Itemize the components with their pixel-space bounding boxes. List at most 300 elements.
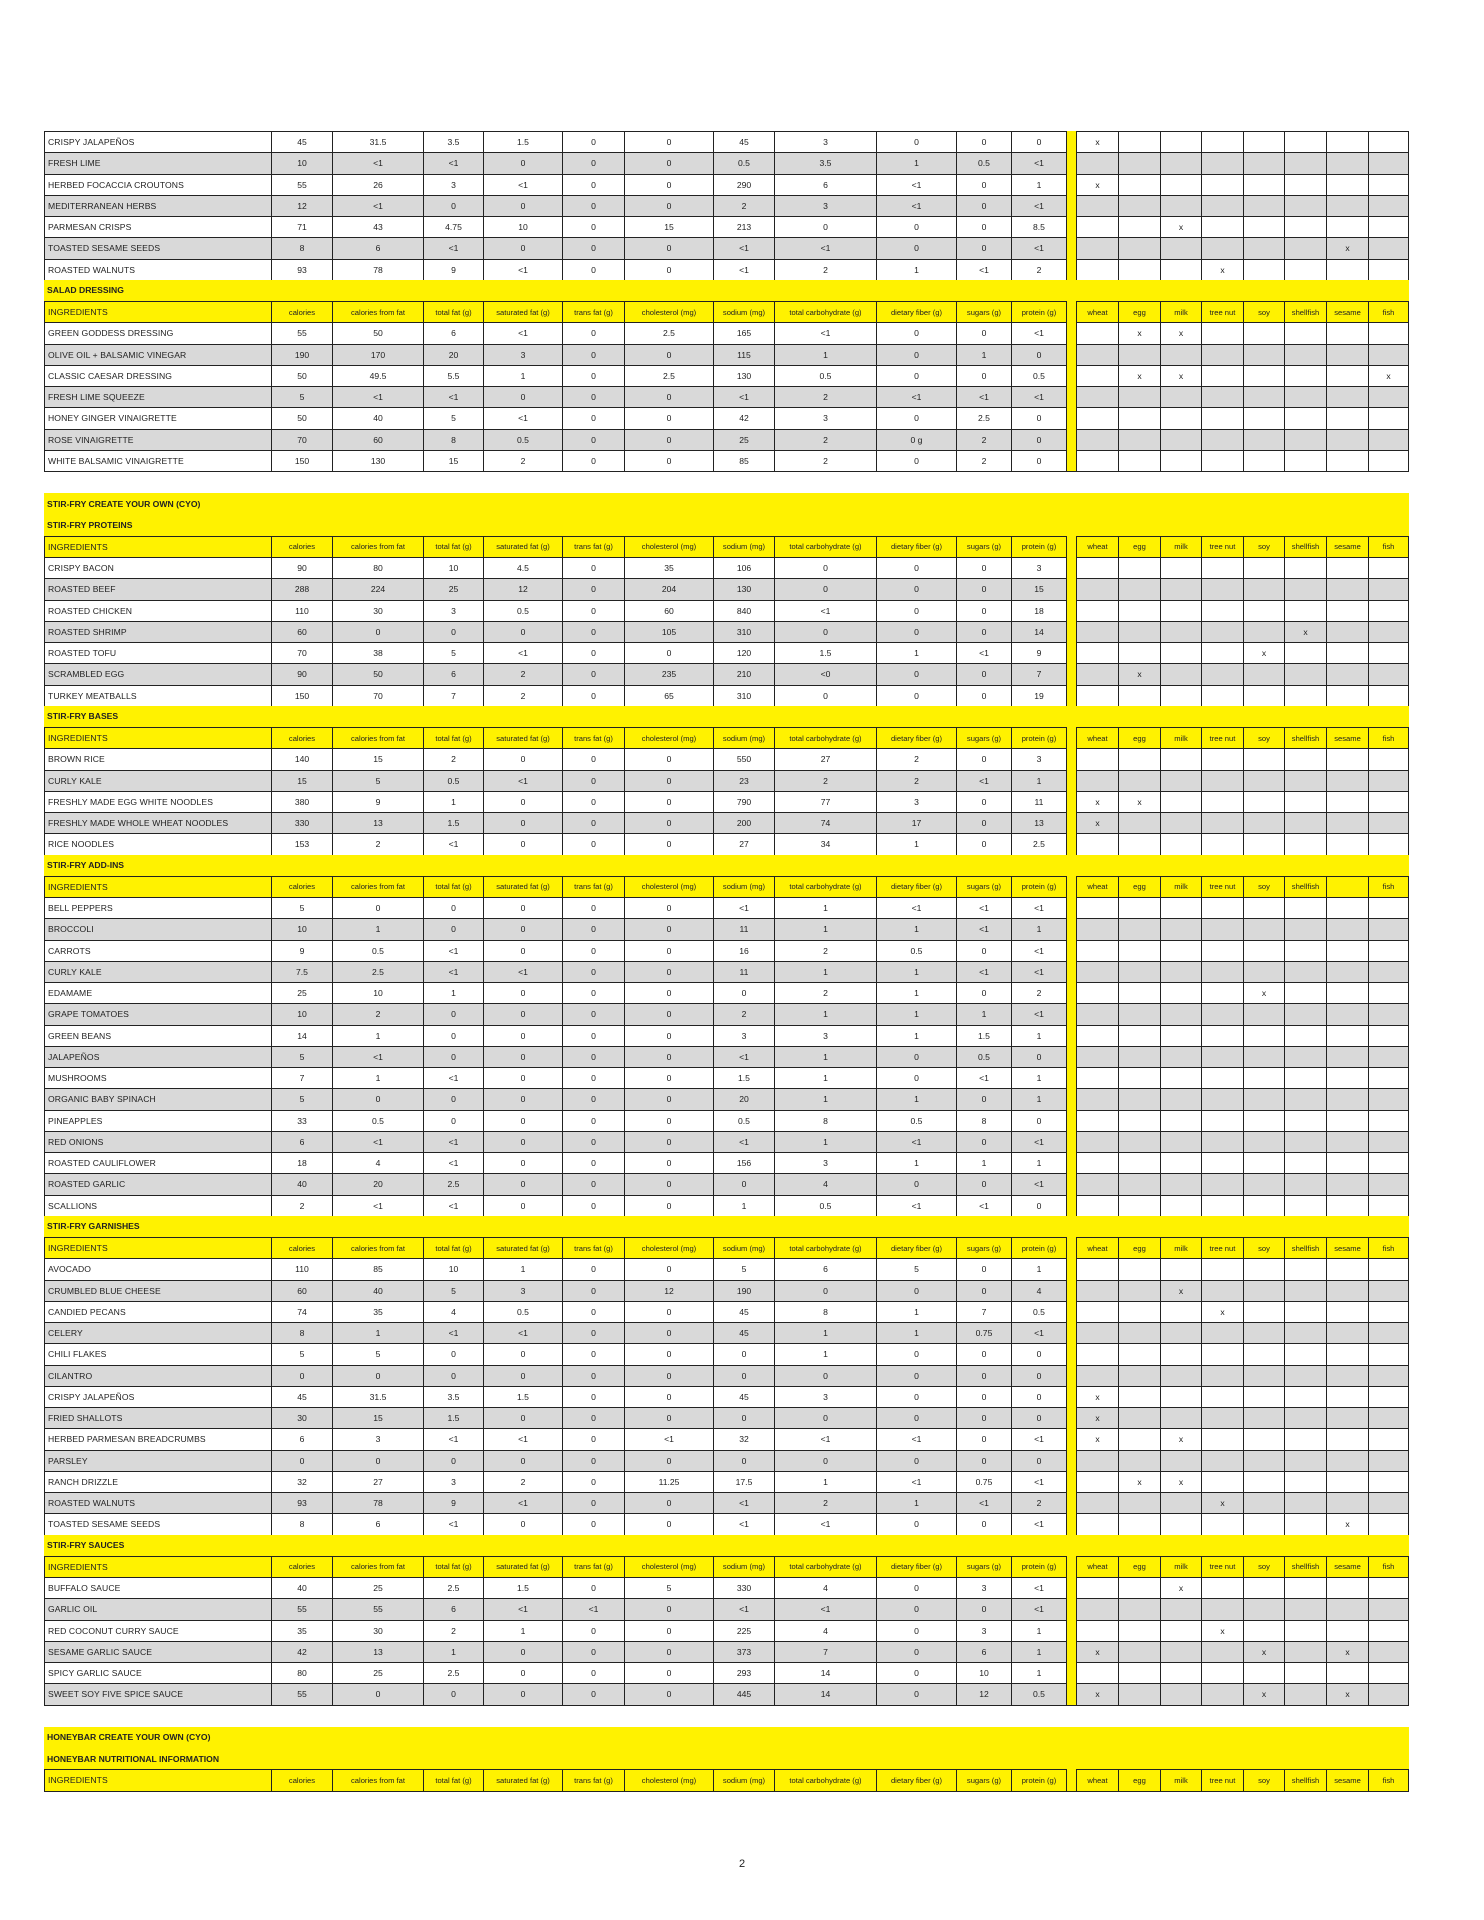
nutrient-value: 4.5: [483, 557, 562, 578]
allergen-mark: [1160, 621, 1201, 642]
allergen-mark: [1368, 642, 1409, 663]
allergen-mark: [1160, 770, 1201, 791]
nutrient-value: 5: [332, 1343, 423, 1364]
column-header: protein (g): [1011, 301, 1067, 322]
nutrient-value: 32: [271, 1471, 332, 1492]
allergen-column-header: fish: [1368, 536, 1409, 557]
nutrient-value: 4: [1011, 1280, 1067, 1301]
table-row: [44, 1577, 1409, 1598]
allergen-mark: [1284, 1471, 1326, 1492]
allergen-mark: [1201, 365, 1243, 386]
table-row: [44, 812, 1409, 833]
allergen-mark: [1118, 131, 1160, 152]
allergen-mark: [1160, 1067, 1201, 1088]
allergen-mark: [1076, 259, 1118, 280]
allergen-mark: [1326, 1046, 1368, 1067]
nutrient-value: 0: [956, 982, 1011, 1003]
nutrient-value: 5: [624, 1577, 713, 1598]
allergen-mark: [1243, 1492, 1284, 1513]
nutrient-value: <1: [332, 195, 423, 216]
allergen-mark: [1076, 344, 1118, 365]
nutrient-value: <1: [1011, 152, 1067, 173]
table-row: [44, 897, 1409, 918]
column-header: cholesterol (mg): [624, 876, 713, 897]
nutrient-value: 85: [332, 1258, 423, 1279]
nutrient-value: 0: [624, 642, 713, 663]
nutrient-value: <1: [876, 174, 956, 195]
allergen-mark: [1076, 621, 1118, 642]
column-header: dietary fiber (g): [876, 727, 956, 748]
nutrient-value: 2.5: [624, 365, 713, 386]
nutrient-value: 45: [713, 131, 774, 152]
row-spacer: [1067, 152, 1076, 173]
allergen-mark: x: [1076, 1386, 1118, 1407]
allergen-mark: [1326, 1365, 1368, 1386]
allergen-mark: [1326, 557, 1368, 578]
allergen-mark: [1201, 131, 1243, 152]
allergen-mark: [1368, 663, 1409, 684]
nutrient-value: <1: [713, 1046, 774, 1067]
allergen-mark: [1201, 237, 1243, 258]
allergen-mark: [1326, 642, 1368, 663]
allergen-mark: [1284, 259, 1326, 280]
nutrient-value: 25: [713, 429, 774, 450]
ingredient-name: EDAMAME: [44, 982, 271, 1003]
ingredient-name: BROWN RICE: [44, 748, 271, 769]
ingredient-name: CRISPY JALAPEÑOS: [44, 131, 271, 152]
allergen-mark: [1201, 1258, 1243, 1279]
nutrient-value: 150: [271, 685, 332, 706]
nutrient-value: 1.5: [956, 1025, 1011, 1046]
nutrient-value: 0.75: [956, 1471, 1011, 1492]
allergen-mark: [1243, 1428, 1284, 1449]
allergen-mark: [1284, 131, 1326, 152]
nutrient-value: 0: [876, 557, 956, 578]
column-header: saturated fat (g): [483, 301, 562, 322]
nutrient-value: 0: [423, 1683, 483, 1704]
table-row: [44, 1301, 1409, 1322]
column-header: cholesterol (mg): [624, 536, 713, 557]
nutrient-value: 0: [624, 131, 713, 152]
nutrient-value: 11: [713, 961, 774, 982]
nutrient-value: <1: [332, 1131, 423, 1152]
nutrient-value: 2: [423, 748, 483, 769]
allergen-mark: [1368, 1195, 1409, 1216]
ingredient-name: HERBED PARMESAN BREADCRUMBS: [44, 1428, 271, 1449]
nutrient-value: 0.5: [774, 1195, 876, 1216]
nutrient-value: 0: [774, 1365, 876, 1386]
nutrient-value: 0: [624, 1598, 713, 1619]
ingredient-name: OLIVE OIL + BALSAMIC VINEGAR: [44, 344, 271, 365]
row-spacer: [1067, 621, 1076, 642]
nutrient-value: <1: [876, 1428, 956, 1449]
allergen-mark: [1118, 1046, 1160, 1067]
nutrient-value: 0: [774, 621, 876, 642]
nutrient-value: 0: [876, 663, 956, 684]
nutrient-value: <1: [1011, 237, 1067, 258]
allergen-mark: [1160, 344, 1201, 365]
allergen-mark: [1076, 1365, 1118, 1386]
nutrient-value: 0.5: [332, 940, 423, 961]
allergen-mark: [1284, 685, 1326, 706]
nutrient-value: 0: [483, 1407, 562, 1428]
nutrient-value: 0: [562, 770, 624, 791]
nutrient-value: 0: [562, 237, 624, 258]
column-header: dietary fiber (g): [876, 1769, 956, 1790]
nutrient-value: 0: [624, 1386, 713, 1407]
allergen-mark: [1160, 557, 1201, 578]
nutrient-value: 25: [423, 578, 483, 599]
nutrient-value: 0: [562, 748, 624, 769]
table-row: [44, 1343, 1409, 1364]
allergen-mark: [1368, 1683, 1409, 1704]
column-header: saturated fat (g): [483, 1769, 562, 1790]
nutrient-value: <1: [483, 322, 562, 343]
nutrient-value: 85: [713, 450, 774, 471]
allergen-mark: [1076, 195, 1118, 216]
nutrient-value: 0: [562, 386, 624, 407]
nutrient-value: 0: [562, 344, 624, 365]
nutrient-value: <1: [483, 1428, 562, 1449]
ingredient-name: CURLY KALE: [44, 770, 271, 791]
allergen-mark: x: [1160, 1471, 1201, 1492]
nutrient-value: 0: [876, 131, 956, 152]
nutrient-value: 1: [423, 791, 483, 812]
allergen-mark: [1368, 600, 1409, 621]
nutrient-value: 1: [956, 344, 1011, 365]
ingredient-name: ROASTED CHICKEN: [44, 600, 271, 621]
nutrient-value: 0: [956, 1598, 1011, 1619]
column-header: trans fat (g): [562, 1237, 624, 1258]
column-header: calories from fat: [332, 1769, 423, 1790]
column-header: cholesterol (mg): [624, 1237, 713, 1258]
nutrient-value: 2.5: [423, 1173, 483, 1194]
row-spacer: [1067, 1195, 1076, 1216]
nutrient-value: 1.5: [423, 1407, 483, 1428]
allergen-mark: [1284, 833, 1326, 854]
allergen-mark: [1368, 982, 1409, 1003]
nutrient-value: <1: [483, 961, 562, 982]
nutrient-value: 0: [624, 940, 713, 961]
nutrient-value: 1: [332, 1322, 423, 1343]
nutrient-value: 80: [271, 1662, 332, 1683]
allergen-mark: x: [1076, 1407, 1118, 1428]
nutrient-value: 2: [774, 450, 876, 471]
nutrient-value: 0: [624, 344, 713, 365]
nutrient-value: 0: [423, 1046, 483, 1067]
nutrient-value: 60: [271, 621, 332, 642]
allergen-mark: [1076, 152, 1118, 173]
allergen-mark: [1368, 1662, 1409, 1683]
column-header: cholesterol (mg): [624, 1769, 713, 1790]
allergen-mark: [1160, 1110, 1201, 1131]
allergen-mark: [1118, 1407, 1160, 1428]
allergen-column-header: wheat: [1076, 727, 1118, 748]
allergen-column-header: sesame: [1326, 1237, 1368, 1258]
nutrient-value: 0: [956, 322, 1011, 343]
nutrient-value: 8.5: [1011, 216, 1067, 237]
nutrient-value: 18: [271, 1152, 332, 1173]
allergen-mark: [1076, 833, 1118, 854]
nutrient-value: 55: [332, 1598, 423, 1619]
nutrient-value: 0: [624, 1258, 713, 1279]
allergen-column-header: shellfish: [1284, 1237, 1326, 1258]
column-header: calories from fat: [332, 876, 423, 897]
table-bottom-border: [44, 471, 1409, 472]
nutrient-value: 35: [332, 1301, 423, 1322]
allergen-mark: [1201, 685, 1243, 706]
column-header-row: [44, 1556, 1409, 1577]
nutrient-value: <1: [713, 386, 774, 407]
nutrient-value: <1: [624, 1428, 713, 1449]
allergen-mark: [1160, 940, 1201, 961]
header-spacer: [1067, 536, 1076, 557]
ingredient-name: TOASTED SESAME SEEDS: [44, 1513, 271, 1534]
nutrient-value: 0.5: [876, 940, 956, 961]
allergen-mark: [1368, 1428, 1409, 1449]
column-header-row: [44, 727, 1409, 748]
nutrient-value: 0: [483, 1641, 562, 1662]
allergen-column-header: sesame: [1326, 301, 1368, 322]
nutrient-value: 224: [332, 578, 423, 599]
nutrient-value: 0: [774, 216, 876, 237]
allergen-mark: [1243, 1003, 1284, 1024]
nutrient-value: 3: [876, 791, 956, 812]
allergen-mark: [1326, 1577, 1368, 1598]
allergen-mark: [1243, 685, 1284, 706]
allergen-mark: [1243, 407, 1284, 428]
allergen-column-header: tree nut: [1201, 876, 1243, 897]
allergen-mark: [1118, 386, 1160, 407]
ingredient-name: TURKEY MEATBALLS: [44, 685, 271, 706]
nutrient-value: 0: [483, 237, 562, 258]
allergen-mark: [1368, 1258, 1409, 1279]
column-header: INGREDIENTS: [44, 1769, 271, 1790]
nutrient-value: 0: [624, 1003, 713, 1024]
allergen-mark: [1160, 748, 1201, 769]
nutrient-value: 1: [956, 1003, 1011, 1024]
allergen-mark: [1118, 1025, 1160, 1046]
allergen-mark: [1326, 174, 1368, 195]
nutrient-value: 9: [1011, 642, 1067, 663]
nutrient-value: 0: [562, 259, 624, 280]
column-header: total carbohydrate (g): [774, 1556, 876, 1577]
allergen-mark: [1284, 1280, 1326, 1301]
nutrient-value: 0: [562, 1428, 624, 1449]
nutrient-value: 10: [271, 152, 332, 173]
nutrient-value: <1: [483, 407, 562, 428]
nutrient-value: 110: [271, 600, 332, 621]
nutrient-value: 0: [956, 685, 1011, 706]
allergen-mark: [1076, 216, 1118, 237]
table-row: [44, 407, 1409, 428]
allergen-mark: x: [1076, 1641, 1118, 1662]
nutrient-value: 0: [624, 1195, 713, 1216]
allergen-mark: [1201, 1195, 1243, 1216]
row-spacer: [1067, 1152, 1076, 1173]
allergen-mark: [1201, 642, 1243, 663]
nutrient-value: 0: [624, 195, 713, 216]
allergen-mark: [1326, 365, 1368, 386]
nutrient-value: 1: [876, 1003, 956, 1024]
nutrient-value: 190: [713, 1280, 774, 1301]
allergen-mark: [1368, 429, 1409, 450]
allergen-mark: [1243, 1110, 1284, 1131]
nutrient-value: 71: [271, 216, 332, 237]
nutrient-value: 0: [562, 600, 624, 621]
nutrient-value: 290: [713, 174, 774, 195]
nutrient-value: 1: [1011, 1088, 1067, 1109]
nutrient-value: 1: [956, 1152, 1011, 1173]
nutrient-value: 0: [876, 1386, 956, 1407]
nutrient-value: 5: [423, 1280, 483, 1301]
nutrient-value: <1: [483, 174, 562, 195]
nutrient-value: 2: [774, 982, 876, 1003]
nutrient-value: 6: [423, 1598, 483, 1619]
nutrient-value: 2: [483, 1471, 562, 1492]
nutrient-value: 0: [876, 1407, 956, 1428]
allergen-mark: x: [1118, 663, 1160, 684]
nutrient-value: <1: [423, 1322, 483, 1343]
allergen-mark: [1118, 578, 1160, 599]
nutrient-value: 0: [562, 1067, 624, 1088]
row-spacer: [1067, 770, 1076, 791]
allergen-mark: [1326, 1131, 1368, 1152]
allergen-mark: [1201, 557, 1243, 578]
nutrient-value: 23: [713, 770, 774, 791]
allergen-mark: [1118, 216, 1160, 237]
nutrient-value: 0: [483, 1025, 562, 1046]
allergen-mark: [1201, 1067, 1243, 1088]
allergen-mark: [1326, 259, 1368, 280]
nutrient-value: <1: [562, 1598, 624, 1619]
allergen-mark: [1368, 748, 1409, 769]
allergen-column-header: milk: [1160, 876, 1201, 897]
nutrient-value: 1: [876, 1088, 956, 1109]
table-row: [44, 663, 1409, 684]
allergen-mark: [1284, 1258, 1326, 1279]
allergen-mark: [1076, 578, 1118, 599]
nutrient-value: 45: [713, 1386, 774, 1407]
column-header: dietary fiber (g): [876, 536, 956, 557]
nutrient-value: 130: [713, 365, 774, 386]
allergen-mark: [1160, 1683, 1201, 1704]
nutrient-value: 1: [774, 961, 876, 982]
nutrient-value: 0: [956, 237, 1011, 258]
nutrient-value: 20: [332, 1173, 423, 1194]
allergen-mark: [1118, 1641, 1160, 1662]
allergen-mark: [1284, 1577, 1326, 1598]
allergen-mark: [1076, 1173, 1118, 1194]
allergen-column-header: egg: [1118, 1237, 1160, 1258]
nutrient-value: 0: [562, 1173, 624, 1194]
allergen-mark: [1368, 621, 1409, 642]
allergen-mark: [1284, 1067, 1326, 1088]
nutrient-value: 10: [332, 982, 423, 1003]
nutrient-value: 0: [483, 1088, 562, 1109]
nutrient-value: 0: [423, 918, 483, 939]
nutrient-value: 0: [956, 1513, 1011, 1534]
nutrient-value: 78: [332, 1492, 423, 1513]
nutrient-value: 1: [713, 1195, 774, 1216]
nutrient-value: 0: [562, 1620, 624, 1641]
allergen-mark: [1076, 1088, 1118, 1109]
allergen-mark: [1201, 1025, 1243, 1046]
allergen-mark: [1284, 1641, 1326, 1662]
nutrient-value: 3: [423, 600, 483, 621]
row-spacer: [1067, 1280, 1076, 1301]
nutrient-value: 10: [483, 216, 562, 237]
column-header: calories from fat: [332, 301, 423, 322]
nutrient-value: 1: [332, 1067, 423, 1088]
nutrient-value: 0: [876, 1067, 956, 1088]
row-spacer: [1067, 1471, 1076, 1492]
row-spacer: [1067, 450, 1076, 471]
nutrient-value: 1.5: [483, 131, 562, 152]
nutrient-value: 0: [562, 1131, 624, 1152]
allergen-mark: [1076, 1110, 1118, 1131]
allergen-mark: [1201, 1428, 1243, 1449]
allergen-mark: [1326, 1110, 1368, 1131]
nutrient-value: 55: [271, 322, 332, 343]
row-spacer: [1067, 322, 1076, 343]
nutrient-value: 0: [713, 1173, 774, 1194]
nutrient-value: 0: [876, 365, 956, 386]
ingredient-name: CHILI FLAKES: [44, 1343, 271, 1364]
allergen-mark: [1118, 600, 1160, 621]
allergen-mark: [1160, 812, 1201, 833]
nutrient-value: 0: [562, 1407, 624, 1428]
allergen-mark: [1118, 344, 1160, 365]
nutrient-value: 1: [876, 982, 956, 1003]
nutrient-value: 0: [624, 812, 713, 833]
allergen-mark: [1326, 1280, 1368, 1301]
nutrient-value: <1: [956, 259, 1011, 280]
column-header: cholesterol (mg): [624, 301, 713, 322]
nutrient-value: 0.5: [713, 152, 774, 173]
allergen-mark: [1284, 1365, 1326, 1386]
column-header: total fat (g): [423, 876, 483, 897]
row-spacer: [1067, 1110, 1076, 1131]
nutrient-value: 0: [562, 897, 624, 918]
allergen-mark: [1368, 1641, 1409, 1662]
column-header: INGREDIENTS: [44, 727, 271, 748]
ingredient-name: SPICY GARLIC SAUCE: [44, 1662, 271, 1683]
column-header-row: [44, 1769, 1409, 1790]
nutrient-value: 0.5: [713, 1110, 774, 1131]
allergen-mark: [1076, 1067, 1118, 1088]
table-row: [44, 1407, 1409, 1428]
nutrient-value: 1: [876, 1301, 956, 1322]
allergen-mark: [1284, 961, 1326, 982]
allergen-mark: [1243, 1407, 1284, 1428]
allergen-mark: [1243, 237, 1284, 258]
allergen-mark: [1368, 1110, 1409, 1131]
nutrient-value: 4: [423, 1301, 483, 1322]
allergen-column-header: milk: [1160, 727, 1201, 748]
ingredient-name: MUSHROOMS: [44, 1067, 271, 1088]
nutrient-value: 0: [956, 578, 1011, 599]
nutrient-value: 0: [876, 1280, 956, 1301]
nutrient-value: 90: [271, 557, 332, 578]
nutrient-value: 0: [624, 1110, 713, 1131]
nutrient-value: 0: [876, 322, 956, 343]
allergen-mark: [1201, 982, 1243, 1003]
nutrient-value: <1: [956, 961, 1011, 982]
nutrient-value: 0: [423, 1110, 483, 1131]
nutrient-value: 1: [332, 1025, 423, 1046]
nutrient-value: 0: [562, 1577, 624, 1598]
